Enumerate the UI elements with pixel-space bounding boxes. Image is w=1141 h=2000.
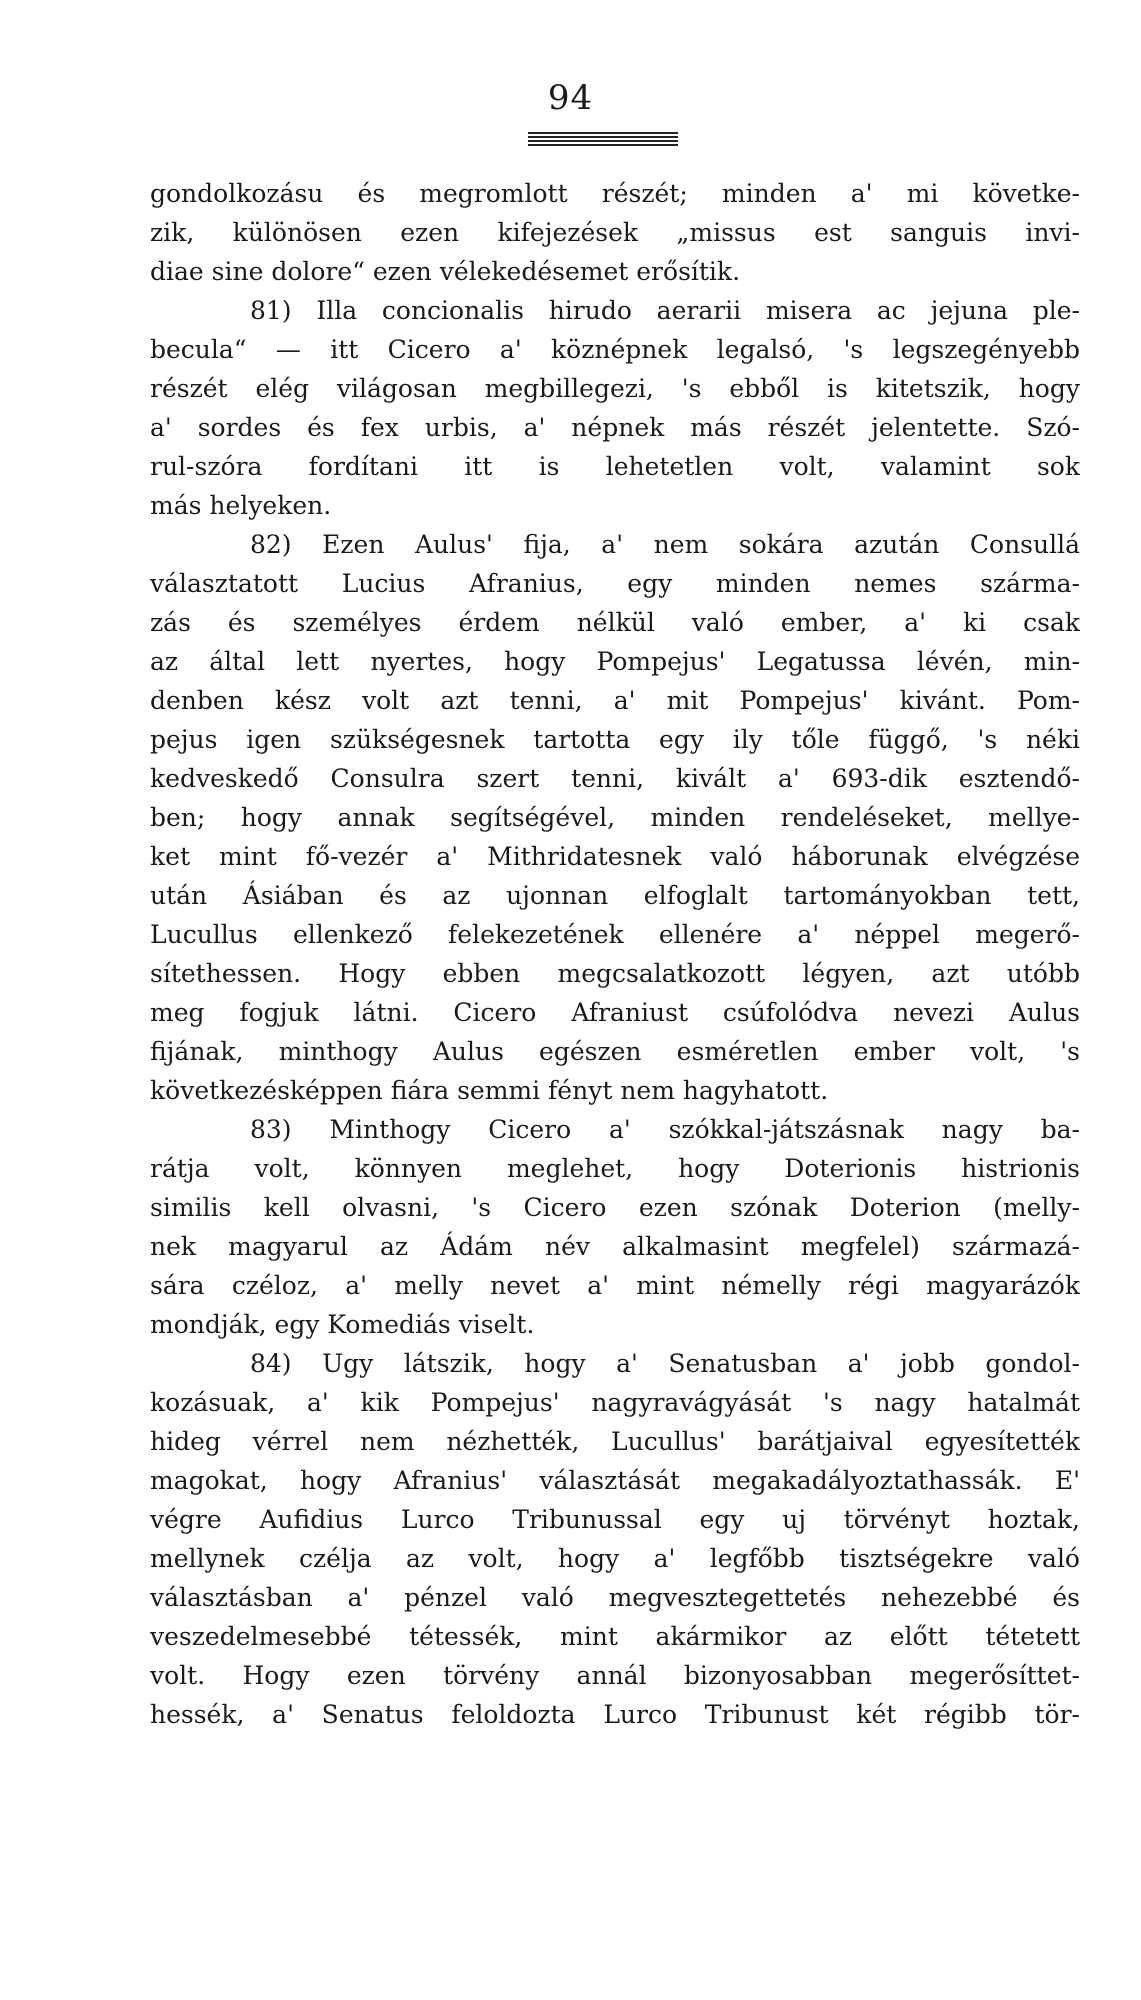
text-line: következésképpen fiára semmi fényt nem hagyhatott. <box>150 1076 829 1105</box>
page-number: 94 <box>547 78 594 118</box>
header-rule <box>528 132 678 146</box>
text-line: zik, különösen ezen kifejezések „missus est sanguis invi- <box>150 218 1080 247</box>
note-84-start: 84) Ugy látszik, hogy a' Senatusban a' jobb gondol- <box>250 1349 1080 1378</box>
text-line: után Ásiában és az ujonnan elfoglalt tartományokban tett, <box>150 881 1080 910</box>
text-line: similis kell olvasni, 's Cicero ezen szónak Doterion (melly- <box>150 1193 1080 1222</box>
text-line: kozásuak, a' kik Pompejus' nagyravágyását 's nagy hatalmát <box>150 1388 1080 1417</box>
text-line: magokat, hogy Afranius' választását megakadályoztathassák. E' <box>150 1466 1080 1495</box>
text-line: választásban a' pénzel való megvesztegettetés nehezebbé és <box>150 1583 1080 1612</box>
text-line: fijának, minthogy Aulus egészen esméretlen ember volt, 's <box>150 1037 1080 1066</box>
text-line: pejus igen szükségesnek tartotta egy ily tőle függő, 's néki <box>150 725 1080 754</box>
text-line: sítethessen. Hogy ebben megcsalatkozott légyen, azt utóbb <box>150 959 1080 988</box>
note-82-start: 82) Ezen Aulus' fija, a' nem sokára azután Consullá <box>250 530 1080 559</box>
text-line: a' sordes és fex urbis, a' népnek más részét jelentette. Szó- <box>150 413 1080 442</box>
text-line: becula“ — itt Cicero a' köznépnek legalsó, 's legszegényebb <box>150 335 1080 364</box>
text-line: volt. Hogy ezen törvény annál bizonyosabban megerősíttet- <box>150 1661 1080 1690</box>
text-line: nek magyarul az Ádám név alkalmasint megfelel) származá- <box>150 1232 1080 1261</box>
text-line: rátja volt, könnyen meglehet, hogy Doterionis histrionis <box>150 1154 1080 1183</box>
note-83-start: 83) Minthogy Cicero a' szókkal-játszásnak nagy ba- <box>250 1115 1080 1144</box>
text-line: kedveskedő Consulra szert tenni, kivált a' 693-dik esztendő- <box>150 764 1080 793</box>
text-line: mondják, egy Komediás viselt. <box>150 1310 535 1339</box>
text-line: veszedelmesebbé tétessék, mint akármikor az előtt tétetett <box>150 1622 1080 1651</box>
text-line: sára czéloz, a' melly nevet a' mint némelly régi magyarázók <box>150 1271 1080 1300</box>
text-line: végre Aufidius Lurco Tribunussal egy uj törvényt hoztak, <box>150 1505 1080 1534</box>
text-line: rul-szóra fordítani itt is lehetetlen volt, valamint sok <box>150 452 1080 481</box>
text-line: Lucullus ellenkező felekezetének ellenére a' néppel megerő- <box>150 920 1080 949</box>
text-line: denben kész volt azt tenni, a' mit Pompejus' kivánt. Pom- <box>150 686 1080 715</box>
text-line: ket mint fő-vezér a' Mithridatesnek való háborunak elvégzése <box>150 842 1080 871</box>
note-81-start: 81) Illa concionalis hirudo aerarii misera ac jejuna ple- <box>250 296 1080 325</box>
text-line: hideg vérrel nem nézhették, Lucullus' barátjaival egyesítették <box>150 1427 1080 1456</box>
text-line: diae sine dolore“ ezen vélekedésemet erősítik. <box>150 257 741 286</box>
text-line: gondolkozásu és megromlott részét; minden a' mi követke- <box>150 179 1080 208</box>
text-line: hessék, a' Senatus feloldozta Lurco Tribunust két régibb tör- <box>150 1700 1080 1729</box>
text-line: részét elég világosan megbillegezi, 's ebből is kitetszik, hogy <box>150 374 1080 403</box>
text-line: választatott Lucius Afranius, egy minden nemes szárma- <box>150 569 1080 598</box>
text-line: más helyeken. <box>150 491 332 520</box>
text-line: ben; hogy annak segítségével, minden rendeléseket, mellye- <box>150 803 1080 832</box>
text-line: zás és személyes érdem nélkül való ember, a' ki csak <box>150 608 1080 637</box>
text-line: mellynek czélja az volt, hogy a' legfőbb tisztségekre való <box>150 1544 1080 1573</box>
body-text <box>150 174 1080 1734</box>
text-line: meg fogjuk látni. Cicero Afraniust csúfolódva nevezi Aulus <box>150 998 1080 1027</box>
text-line: az által lett nyertes, hogy Pompejus' Legatussa lévén, min- <box>150 647 1080 676</box>
